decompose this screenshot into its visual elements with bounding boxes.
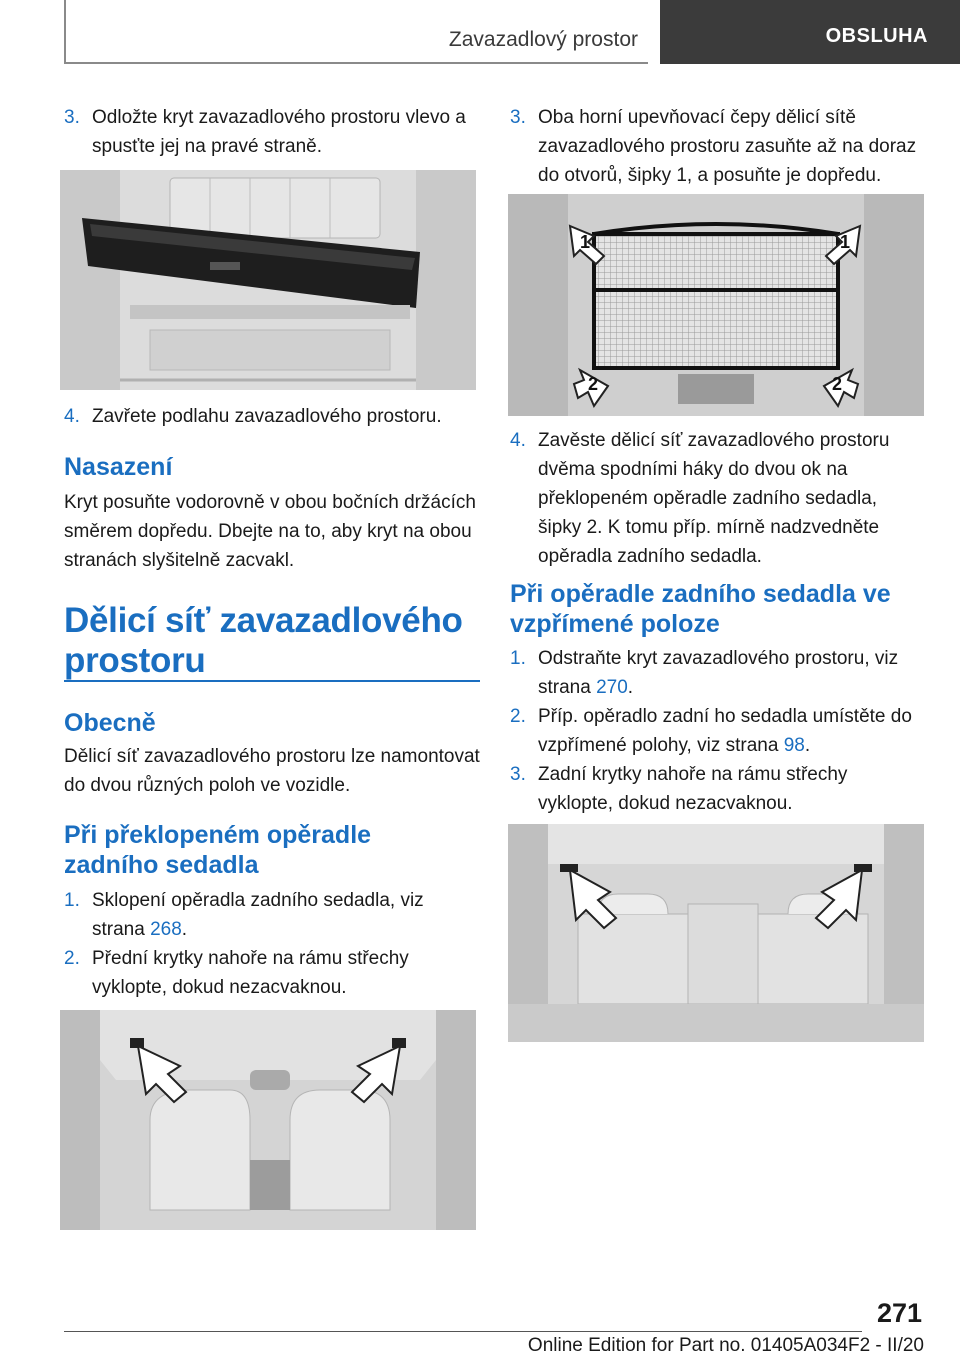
step-text: Přední krytky nahoře na rámu střechy vyklopte, dokud nezacvaknou. xyxy=(92,948,409,998)
header-bottom-rule xyxy=(64,62,648,64)
callout-label: 1 xyxy=(580,232,591,252)
step-number: 3. xyxy=(510,107,526,128)
trunk-cover-photo xyxy=(60,170,476,390)
header-left-rule xyxy=(64,0,66,64)
heading-underline xyxy=(64,680,480,682)
step-text: Sklopení opěradla zadního sedadla, viz strana 268. xyxy=(92,890,424,940)
step-number: 4. xyxy=(510,430,526,451)
step-text: Odstraňte kryt zavazadlového prostoru, viz strana 270. xyxy=(538,648,899,698)
heading-preklopene-line1: Při překlopeném opěradle xyxy=(64,821,372,849)
chapter-tab xyxy=(660,0,960,64)
obecne-paragraph: Dělicí síť zavazadlového prostoru lze namontovat do dvou různých poloh ve vozidle. xyxy=(64,746,480,796)
step-number: 3. xyxy=(510,764,526,785)
step-text: Oba horní upevňovací čepy dělicí sítě zavazadlového prostoru zasuňte až na doraz do otvorů, šipky 1, a posuňte je dopředu. xyxy=(538,107,917,186)
step-number: 1. xyxy=(64,890,80,911)
chapter-title: OBSLUHA xyxy=(825,24,928,47)
heading-obecne: Obecně xyxy=(64,709,156,737)
heading-preklopene-line2: zadního sedadla xyxy=(64,851,259,879)
heading-vzprimene-line1: Při opěradle zadního sedadla ve xyxy=(510,580,891,608)
rear-roof-caps-photo xyxy=(508,824,924,1042)
page-link-268[interactable]: 268 xyxy=(150,919,182,940)
step-number: 3. xyxy=(64,107,80,128)
callout-label: 2 xyxy=(832,374,843,394)
nasazeni-paragraph: Kryt posuňte vodorovně v obou bočních držácích směrem dopředu. Dbejte na to, aby kryt na obou stranách slyšitelně zacvakl. xyxy=(64,492,476,571)
step-number: 1. xyxy=(510,648,526,669)
main-heading-line1: Dělicí síť zavazadlového xyxy=(64,601,463,640)
callout-label: 1 xyxy=(840,232,851,252)
heading-nasazeni: Nasazení xyxy=(64,453,173,481)
callout-label: 2 xyxy=(588,374,599,394)
page-number: 271 xyxy=(876,1298,922,1328)
partition-net-photo xyxy=(508,194,924,416)
step-text: Zadní krytky nahoře na rámu střechy vyklopte, dokud nezacvaknou. xyxy=(538,764,848,814)
footer-rule xyxy=(64,1331,862,1332)
heading-vzprimene-line2: vzpřímené poloze xyxy=(510,610,720,638)
step-text: Zavřete podlahu zavazadlového prostoru. xyxy=(92,406,442,427)
step-number: 2. xyxy=(510,706,526,727)
page-link-98[interactable]: 98 xyxy=(783,735,805,756)
step-text: Příp. opěradlo zadní ho sedadla umístěte do vzpřímené polohy, viz strana 98. xyxy=(538,706,912,756)
step-text: Odložte kryt zavazadlového prostoru vlevo a spusťte jej na pravé straně. xyxy=(92,107,466,157)
page-link-270[interactable]: 270 xyxy=(596,677,628,698)
section-title: Zavazadlový prostor xyxy=(448,28,638,51)
main-heading-line2: prostoru xyxy=(64,641,206,680)
step-number: 2. xyxy=(64,948,80,969)
step-text: Zavěste dělicí síť zavazadlového prostoru dvěma spodními háky do dvou ok na překlopeném opěradle zadního sedadla, šipky 2. K tomu příp. mírně nadzvedněte opěradla zadního sedadla. xyxy=(538,430,890,567)
step-number: 4. xyxy=(64,406,80,427)
front-roof-caps-photo xyxy=(60,1010,476,1230)
edition-text: Online Edition for Part no. 01405A034F2 - II/20 xyxy=(527,1335,924,1356)
